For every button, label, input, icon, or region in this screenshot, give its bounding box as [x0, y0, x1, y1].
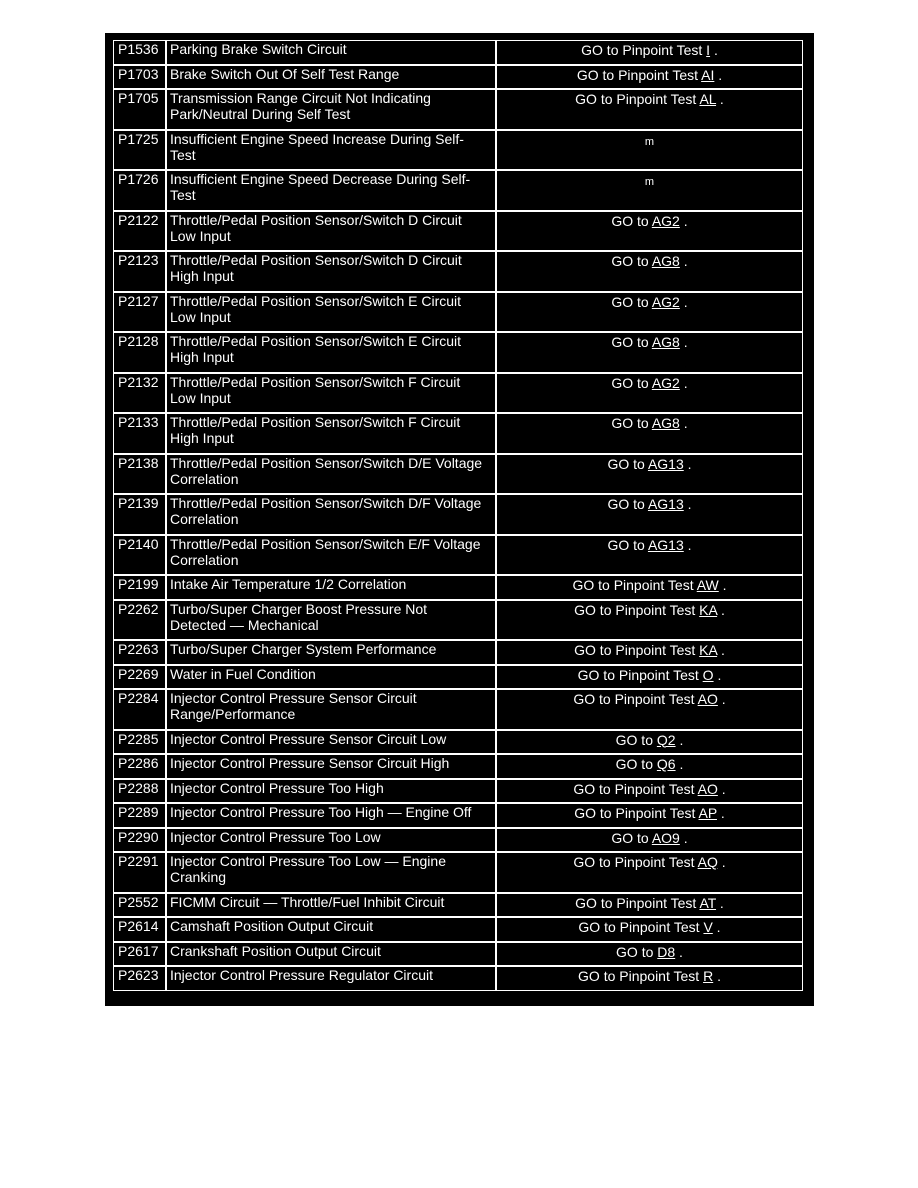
dtc-description	[166, 852, 496, 893]
table-row	[113, 454, 803, 495]
description-line: Throttle/Pedal Position Sensor/Switch E Circuit	[170, 333, 462, 349]
test-link[interactable]: I	[706, 42, 711, 58]
action-prefix: GO to Pinpoint Test	[573, 854, 698, 870]
table-row	[113, 779, 803, 804]
action-prefix: GO to	[611, 374, 652, 391]
test-link[interactable]: D8	[657, 943, 676, 960]
dtc-code: P2290	[113, 828, 166, 853]
action-suffix: .	[679, 212, 688, 229]
dtc-description	[166, 332, 496, 373]
description-line: Injector Control Pressure Too Low — Engine	[170, 853, 446, 869]
description-line: Detected — Mechanical	[170, 616, 319, 633]
dtc-description	[166, 130, 496, 171]
dtc-code: P2140	[113, 535, 166, 576]
description-line: Correlation	[170, 511, 239, 527]
dtc-code: P2286	[113, 754, 166, 779]
description-line: Injector Control Pressure Too High — Engine Off	[170, 804, 472, 820]
dtc-code: P1725	[113, 130, 166, 171]
dtc-code: P2139	[113, 494, 166, 535]
action-suffix: .	[716, 894, 724, 911]
description-line: Intake Air Temperature 1/2 Correlation	[170, 576, 407, 592]
action-prefix: GO to Pinpoint Test	[574, 805, 699, 821]
description-line: Correlation	[170, 470, 239, 487]
test-link[interactable]: KA	[699, 642, 718, 658]
dtc-code: P2122	[113, 211, 166, 252]
description-line: Low Input	[170, 389, 231, 406]
dtc-action	[496, 665, 803, 690]
action-prefix: GO to	[611, 212, 652, 229]
action-suffix: .	[679, 334, 688, 350]
dtc-code: P2291	[113, 852, 166, 893]
table-row	[113, 413, 803, 454]
action-suffix: .	[675, 731, 684, 748]
dtc-action	[496, 852, 803, 893]
dtc-description	[166, 893, 496, 918]
test-link[interactable]: Q6	[656, 756, 676, 772]
action-suffix: .	[717, 780, 726, 797]
action-prefix: GO to Pinpoint Test	[574, 601, 700, 618]
dtc-action	[496, 332, 803, 373]
dtc-description	[166, 251, 496, 292]
description-line: Throttle/Pedal Position Sensor/Switch E/F Voltage	[170, 535, 481, 552]
dtc-code: P2269	[113, 665, 166, 690]
dtc-description	[166, 211, 496, 252]
description-line: FICMM Circuit — Throttle/Fuel Inhibit Circuit	[170, 893, 445, 910]
dtc-action	[496, 779, 803, 804]
test-link[interactable]: AO	[697, 780, 718, 797]
dtc-action	[496, 454, 803, 495]
dtc-code: P2288	[113, 779, 166, 804]
description-line: Transmission Range Circuit Not Indicating	[170, 90, 431, 106]
dtc-action	[496, 535, 803, 576]
table-row	[113, 852, 803, 893]
table-row	[113, 40, 803, 65]
dtc-action	[496, 600, 803, 641]
description-line: Range/Performance	[170, 706, 296, 722]
table-row	[113, 917, 803, 942]
action-suffix: .	[714, 66, 723, 83]
dtc-description	[166, 754, 496, 779]
test-link[interactable]: AG8	[651, 253, 680, 269]
dtc-description	[166, 494, 496, 535]
test-link[interactable]: AP	[698, 805, 717, 821]
dtc-description	[166, 689, 496, 730]
action-prefix: GO to Pinpoint Test	[573, 691, 698, 707]
test-link[interactable]: AO9	[651, 829, 680, 846]
table-row	[113, 754, 803, 779]
description-line: Throttle/Pedal Position Sensor/Switch D/F Voltage	[170, 495, 482, 511]
action-prefix: GO to	[611, 253, 652, 269]
dtc-code: P2614	[113, 917, 166, 942]
dtc-description	[166, 535, 496, 576]
dtc-code: P1726	[113, 170, 166, 211]
description-line: Injector Control Pressure Sensor Circuit High	[170, 755, 450, 771]
dtc-action	[496, 211, 803, 252]
dtc-description	[166, 730, 496, 755]
dtc-description	[166, 65, 496, 90]
action-suffix: .	[675, 756, 684, 772]
table-row	[113, 494, 803, 535]
dtc-action	[496, 170, 803, 211]
dtc-description	[166, 454, 496, 495]
description-line: Correlation	[170, 551, 239, 568]
test-link[interactable]: AG2	[651, 374, 680, 391]
test-link[interactable]: AI	[701, 66, 715, 83]
action-prefix: GO to	[615, 756, 657, 772]
table-row	[113, 640, 803, 665]
action-prefix: GO to Pinpoint Test	[574, 642, 700, 658]
action-suffix: .	[679, 293, 688, 310]
action-prefix: GO to Pinpoint Test	[581, 42, 707, 58]
description-line: Throttle/Pedal Position Sensor/Switch F Circuit	[170, 414, 461, 430]
action-prefix: GO to Pinpoint Test	[572, 577, 697, 593]
table-row	[113, 893, 803, 918]
table-row	[113, 942, 803, 967]
dtc-code: P2263	[113, 640, 166, 665]
description-line: Throttle/Pedal Position Sensor/Switch D/E Voltage	[170, 454, 483, 471]
action-suffix: .	[717, 854, 726, 870]
table-row	[113, 292, 803, 333]
description-line: Low Input	[170, 308, 231, 325]
test-link[interactable]: KA	[699, 601, 718, 618]
dtc-table	[113, 40, 803, 991]
action-suffix: .	[717, 691, 726, 707]
dtc-description	[166, 373, 496, 414]
action-suffix: .	[713, 968, 721, 984]
dtc-action	[496, 89, 803, 130]
table-row	[113, 65, 803, 90]
dtc-action	[496, 130, 803, 171]
dtc-code: P2133	[113, 413, 166, 454]
table-row	[113, 803, 803, 828]
description-line: Brake Switch Out Of Self Test Range	[170, 65, 400, 82]
dtc-code: P2127	[113, 292, 166, 333]
dtc-action	[496, 828, 803, 853]
action-suffix: .	[717, 601, 725, 618]
description-line: Throttle/Pedal Position Sensor/Switch D Circuit	[170, 211, 462, 228]
dtc-description	[166, 803, 496, 828]
dtc-description	[166, 600, 496, 641]
test-link[interactable]: AO	[697, 691, 718, 707]
table-row	[113, 730, 803, 755]
action-suffix: .	[683, 496, 692, 512]
test-link[interactable]: V	[703, 919, 713, 935]
dtc-description	[166, 828, 496, 853]
test-link[interactable]: AQ	[697, 854, 718, 870]
action-prefix: GO to	[607, 496, 648, 512]
action-suffix: .	[717, 642, 725, 658]
table-row	[113, 828, 803, 853]
description-line: Injector Control Pressure Regulator Circuit	[170, 967, 433, 983]
test-link[interactable]: AW	[696, 577, 719, 593]
action-suffix: .	[716, 805, 725, 821]
dtc-description	[166, 966, 496, 991]
dtc-description	[166, 413, 496, 454]
dtc-code: P2262	[113, 600, 166, 641]
table-row	[113, 600, 803, 641]
action-prefix: GO to	[607, 536, 648, 553]
table-row	[113, 89, 803, 130]
dtc-action	[496, 689, 803, 730]
dtc-code: P1703	[113, 65, 166, 90]
dtc-description	[166, 292, 496, 333]
table-row	[113, 170, 803, 211]
dtc-action	[496, 730, 803, 755]
description-line: Test	[170, 187, 196, 203]
dtc-action	[496, 413, 803, 454]
action-suffix: .	[679, 829, 688, 846]
description-line: Throttle/Pedal Position Sensor/Switch E Circuit	[170, 292, 462, 309]
dtc-code: P2199	[113, 575, 166, 600]
description-line: Low Input	[170, 227, 231, 244]
description-line: Water in Fuel Condition	[170, 665, 316, 682]
dtc-code: P1705	[113, 89, 166, 130]
action-prefix: GO to	[611, 415, 652, 431]
table-row	[113, 689, 803, 730]
action-prefix: GO to	[615, 731, 657, 748]
dtc-action	[496, 40, 803, 65]
test-link[interactable]: AL	[699, 91, 717, 107]
description-line: Camshaft Position Output Circuit	[170, 918, 374, 934]
description-line: Crankshaft Position Output Circuit	[170, 942, 381, 959]
description-line: Injector Control Pressure Sensor Circuit Low	[170, 730, 447, 747]
action-suffix: .	[716, 91, 724, 107]
table-row	[113, 211, 803, 252]
description-line: Insufficient Engine Speed Increase During Self-	[170, 130, 464, 147]
dtc-description	[166, 170, 496, 211]
description-line: Injector Control Pressure Sensor Circuit	[170, 690, 417, 706]
action-text: m	[644, 176, 655, 188]
description-line: High Input	[170, 349, 234, 365]
dtc-description	[166, 40, 496, 65]
dtc-action	[496, 494, 803, 535]
description-line: Insufficient Engine Speed Decrease During Self-	[170, 171, 471, 187]
description-line: Injector Control Pressure Too Low	[170, 828, 381, 845]
description-line: Parking Brake Switch Circuit	[170, 41, 347, 57]
action-suffix: .	[710, 42, 718, 58]
action-suffix: .	[679, 253, 688, 269]
dtc-action	[496, 754, 803, 779]
action-suffix: .	[683, 455, 692, 472]
dtc-action	[496, 640, 803, 665]
table-row	[113, 251, 803, 292]
dtc-code: P2617	[113, 942, 166, 967]
test-link[interactable]: AG8	[651, 334, 680, 350]
dtc-code: P2552	[113, 893, 166, 918]
dtc-description	[166, 779, 496, 804]
action-prefix: GO to Pinpoint Test	[577, 666, 703, 683]
test-link[interactable]: AG13	[647, 455, 684, 472]
action-prefix: GO to Pinpoint Test	[575, 894, 700, 911]
dtc-code: P1536	[113, 40, 166, 65]
dtc-code: P2132	[113, 373, 166, 414]
description-line: Turbo/Super Charger Boost Pressure Not	[170, 600, 428, 617]
dtc-description	[166, 640, 496, 665]
dtc-description	[166, 575, 496, 600]
dtc-action	[496, 966, 803, 991]
action-prefix: GO to	[616, 943, 658, 960]
action-suffix: .	[683, 536, 692, 553]
dtc-action	[496, 292, 803, 333]
table-row	[113, 966, 803, 991]
description-line: Cranking	[170, 869, 227, 885]
dtc-code: P2138	[113, 454, 166, 495]
action-suffix: .	[713, 666, 722, 683]
dtc-action	[496, 575, 803, 600]
action-prefix: GO to	[611, 293, 652, 310]
description-line: Turbo/Super Charger System Performance	[170, 641, 437, 657]
dtc-action	[496, 251, 803, 292]
dtc-action	[496, 373, 803, 414]
table-row	[113, 373, 803, 414]
dtc-code: P2128	[113, 332, 166, 373]
action-suffix: .	[679, 415, 688, 431]
table-row	[113, 332, 803, 373]
action-prefix: GO to Pinpoint Test	[573, 780, 698, 797]
table-row	[113, 535, 803, 576]
action-suffix: .	[679, 374, 688, 391]
dtc-description	[166, 89, 496, 130]
action-text: m	[644, 135, 655, 148]
dtc-description	[166, 942, 496, 967]
page-sheet	[105, 33, 814, 1006]
description-line: Throttle/Pedal Position Sensor/Switch D Circuit	[170, 252, 462, 268]
dtc-action	[496, 942, 803, 967]
dtc-code: P2285	[113, 730, 166, 755]
test-link[interactable]: Q2	[656, 731, 676, 748]
dtc-code: P2289	[113, 803, 166, 828]
test-link[interactable]: AG2	[651, 212, 680, 229]
table-row	[113, 575, 803, 600]
description-line: High Input	[170, 268, 234, 284]
action-suffix: .	[718, 577, 727, 593]
action-prefix: GO to Pinpoint Test	[575, 91, 700, 107]
test-link[interactable]: AG13	[647, 536, 684, 553]
test-link[interactable]: AG8	[651, 415, 680, 431]
action-prefix: GO to	[611, 334, 652, 350]
description-line: Park/Neutral During Self Test	[170, 106, 351, 122]
test-link[interactable]: AG13	[647, 496, 684, 512]
description-line: High Input	[170, 430, 234, 446]
dtc-table-body	[113, 40, 803, 991]
table-row	[113, 130, 803, 171]
dtc-action	[496, 65, 803, 90]
description-line: Injector Control Pressure Too High	[170, 779, 384, 796]
test-link[interactable]: O	[702, 666, 714, 683]
dtc-description	[166, 917, 496, 942]
action-prefix: GO to	[607, 455, 648, 472]
dtc-code: P2123	[113, 251, 166, 292]
action-prefix: GO to Pinpoint Test	[576, 66, 702, 83]
test-link[interactable]: R	[703, 968, 714, 984]
action-prefix: GO to Pinpoint Test	[578, 968, 704, 984]
description-line: Throttle/Pedal Position Sensor/Switch F Circuit	[170, 373, 461, 390]
test-link[interactable]: AG2	[651, 293, 680, 310]
action-suffix: .	[712, 919, 721, 935]
dtc-code: P2284	[113, 689, 166, 730]
action-suffix: .	[675, 943, 683, 960]
action-prefix: GO to Pinpoint Test	[578, 919, 704, 935]
dtc-action	[496, 917, 803, 942]
dtc-action	[496, 803, 803, 828]
description-line: Test	[170, 146, 196, 163]
action-prefix: GO to	[611, 829, 652, 846]
dtc-description	[166, 665, 496, 690]
dtc-action	[496, 893, 803, 918]
table-row	[113, 665, 803, 690]
dtc-code: P2623	[113, 966, 166, 991]
test-link[interactable]: AT	[699, 894, 717, 911]
